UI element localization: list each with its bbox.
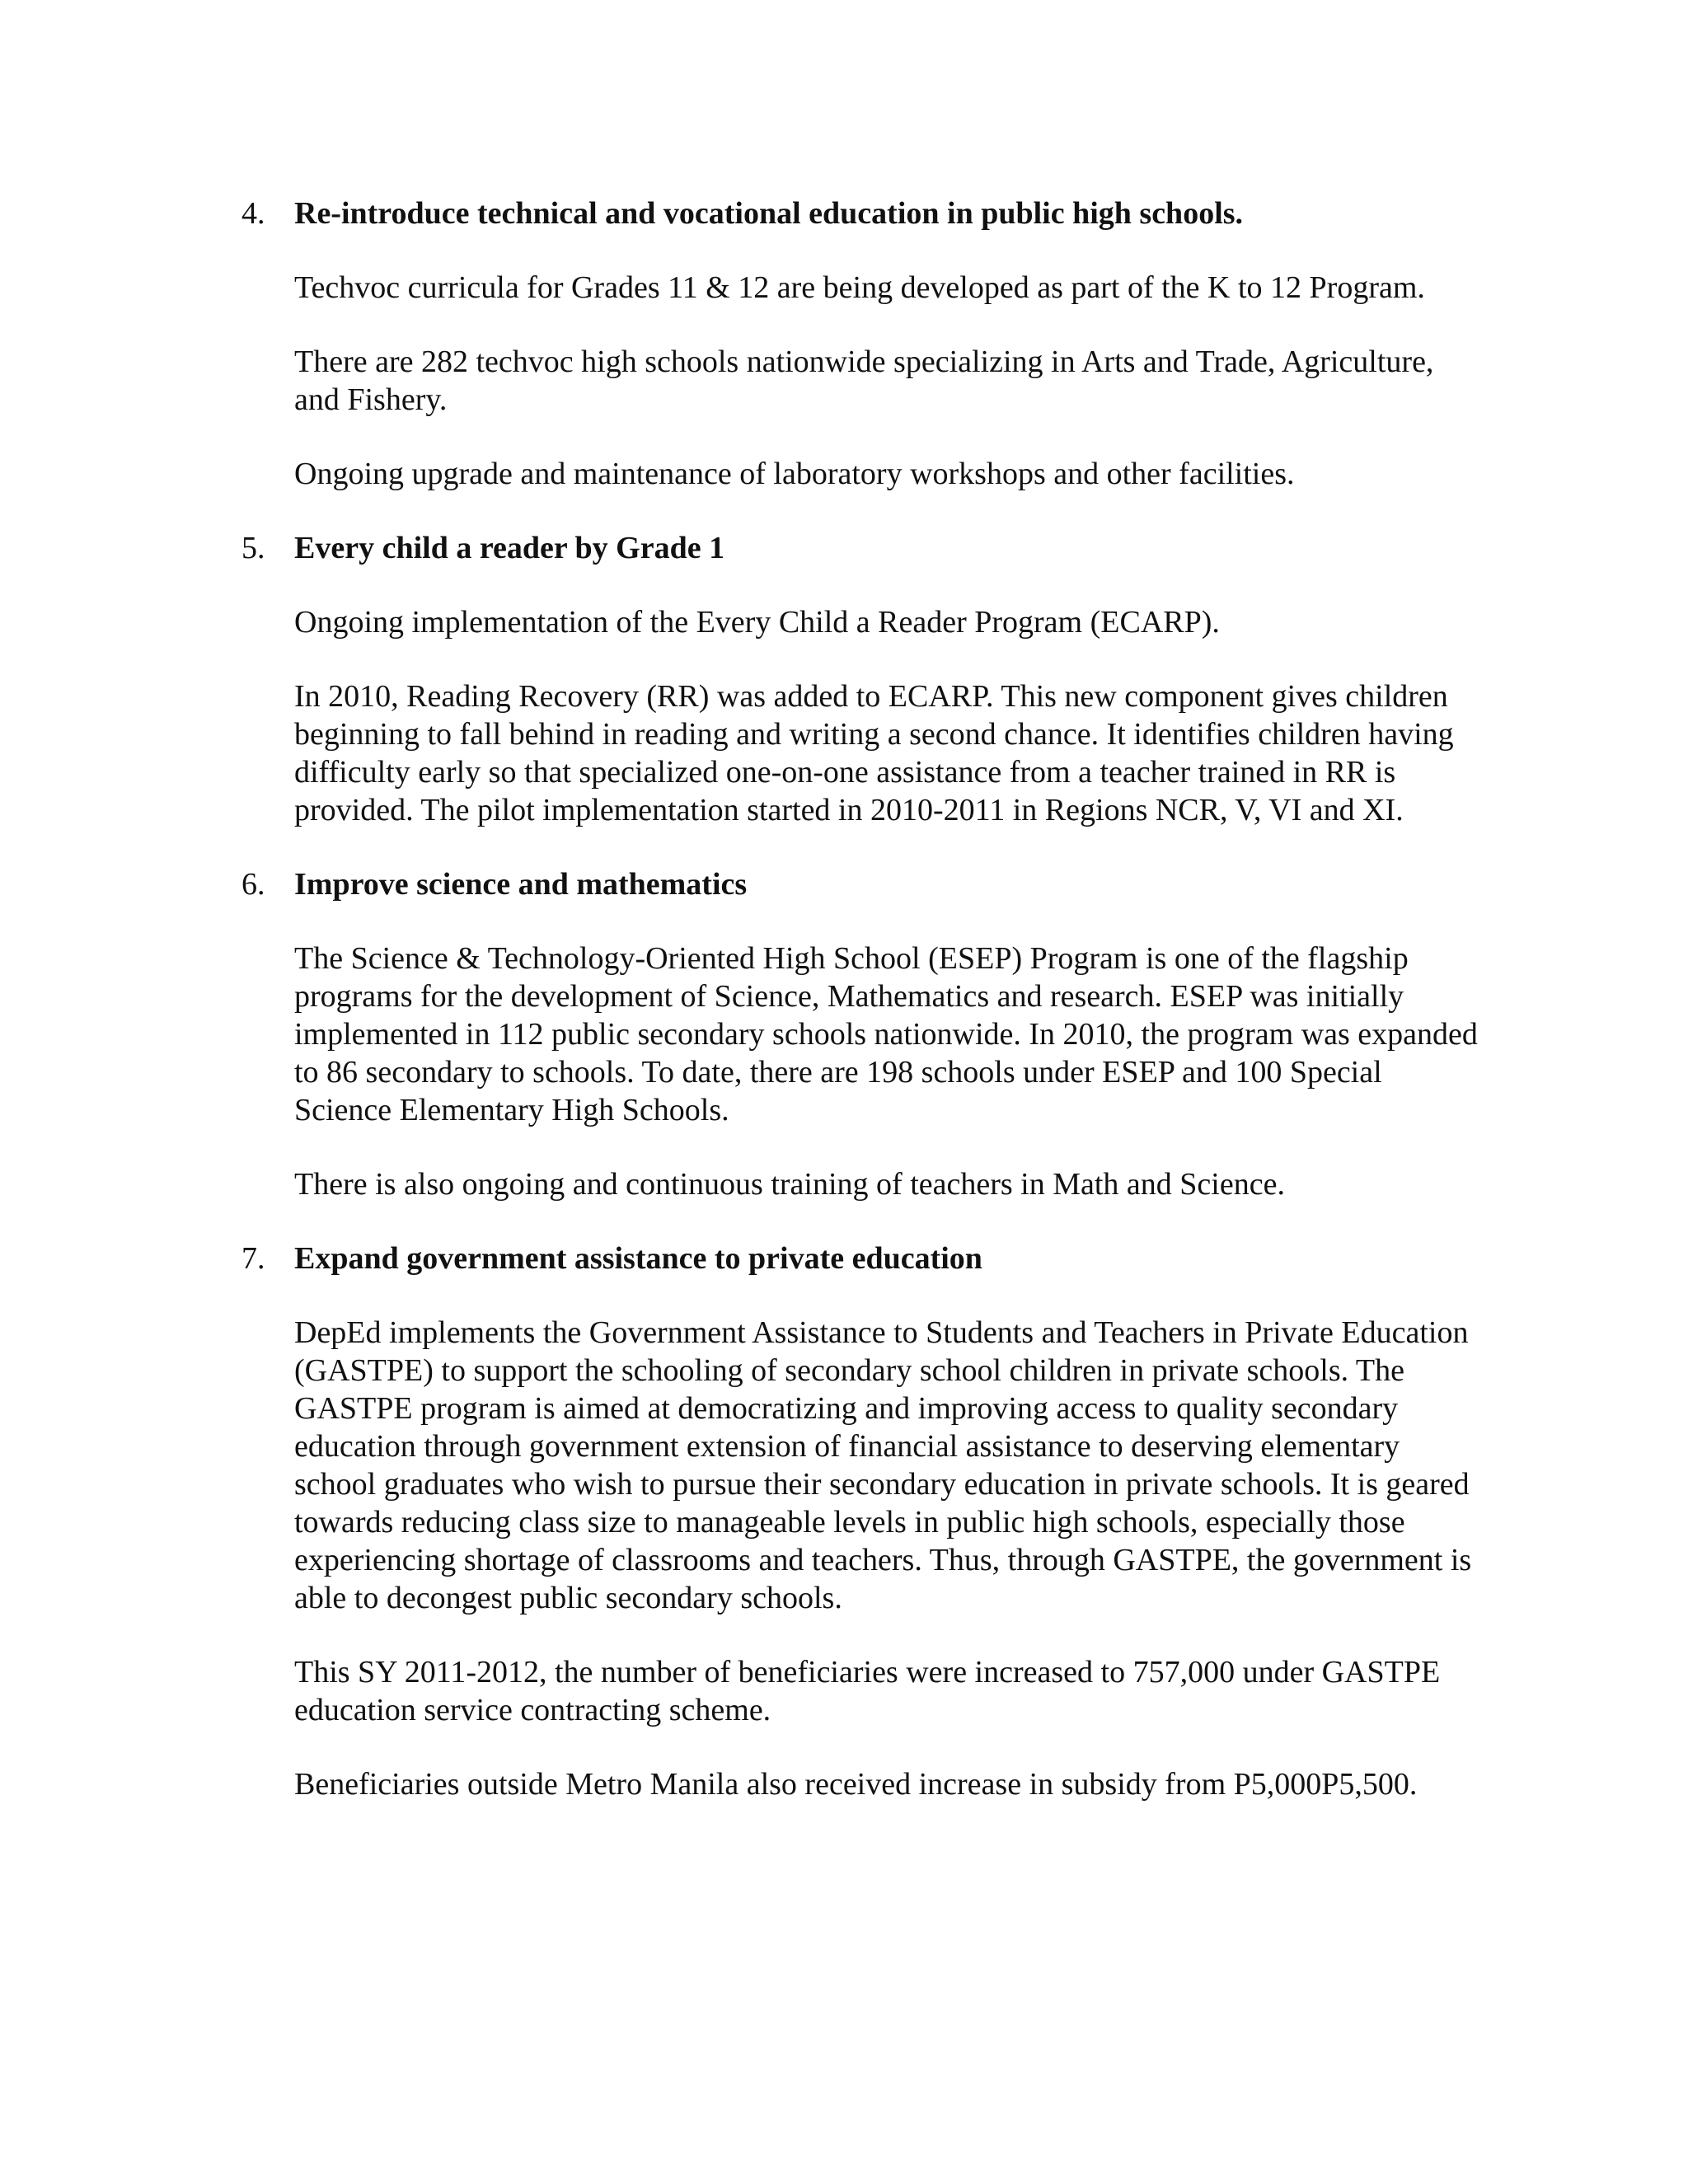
item-heading-text: Expand government assistance to private education [294, 1241, 982, 1276]
item-number: 6. [241, 867, 265, 902]
paragraph: Beneficiaries outside Metro Manila also received increase in subsidy from P5,000P5,500. [294, 1767, 1418, 1802]
document-body [241, 194, 1478, 1840]
item-heading [241, 194, 1478, 232]
list-item-6 [241, 865, 1478, 1203]
list-item-7 [241, 1240, 1478, 1803]
item-heading [241, 1240, 1478, 1277]
item-heading-text: Every child a reader by Grade 1 [294, 531, 725, 565]
paragraph: Ongoing upgrade and maintenance of laboratory workshops and other facilities. [294, 457, 1295, 491]
item-heading [241, 529, 1478, 567]
item-number: 7. [241, 1241, 265, 1276]
paragraph: This SY 2011-2012, the number of beneficiaries were increased to 757,000 under GASTPE education service contracting scheme. [294, 1655, 1441, 1727]
list-item-4 [241, 194, 1478, 493]
item-heading-text: Re-introduce technical and vocational education in public high schools. [294, 196, 1244, 231]
paragraph: In 2010, Reading Recovery (RR) was added to ECARP. This new component gives children beginning to fall behind in reading and writing a second chance. It identifies children having difficulty early so that specialized one-on-one assistance from a teacher trained in RR is provided. The pilot implementation started in 2010-2011 in Regions NCR, V, VI and XI. [294, 679, 1454, 827]
item-heading-text: Improve science and mathematics [294, 867, 748, 902]
item-number: 5. [241, 531, 265, 565]
item-heading [241, 865, 1478, 903]
paragraph: The Science & Technology-Oriented High School (ESEP) Program is one of the flagship programs for the development of Science, Mathematics and research. ESEP was initially implemented in 112 public secondary schools nationwide. In 2010, the program was expanded to 86 secondary to schools. To date, there are 198 schools under ESEP and 100 Special Science Elementary High Schools. [294, 941, 1478, 1127]
item-number: 4. [241, 196, 265, 231]
paragraph: Ongoing implementation of the Every Child a Reader Program (ECARP). [294, 605, 1220, 640]
paragraph: Techvoc curricula for Grades 11 & 12 are being developed as part of the K to 12 Program. [294, 270, 1425, 305]
paragraph: DepEd implements the Government Assistance to Students and Teachers in Private Education (GASTPE) to support the schooling of secondary school children in private schools. The GASTPE program is aimed at democratizing and improving access to quality secondary education through government extension of financial assistance to deserving elementary school graduates who wish to pursue their secondary education in private schools. It is geared towards reducing class size to manageable levels in public high schools, especially those experiencing shortage of classrooms and teachers. Thus, through GASTPE, the government is able to decongest public secondary schools. [294, 1315, 1472, 1615]
paragraph: There is also ongoing and continuous training of teachers in Math and Science. [294, 1167, 1285, 1202]
list-item-5 [241, 529, 1478, 829]
paragraph: There are 282 techvoc high schools nationwide specializing in Arts and Trade, Agriculture, and Fishery. [294, 344, 1434, 417]
